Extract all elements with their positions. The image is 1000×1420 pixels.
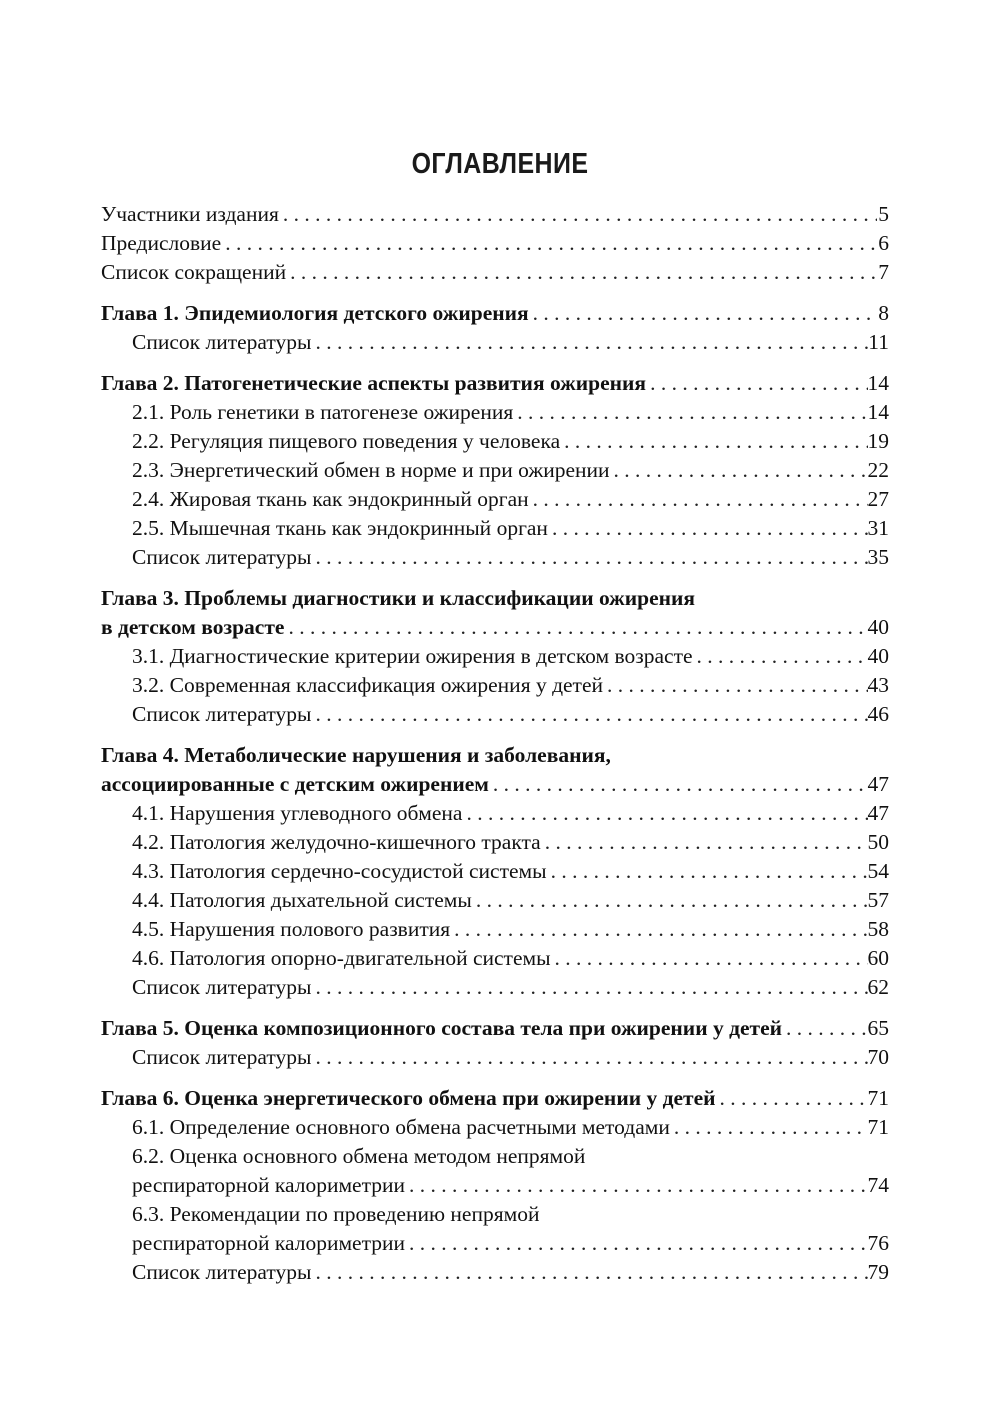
- page-number: 57: [867, 888, 889, 912]
- toc-subentry: Список литературы . . . 62: [101, 973, 889, 1002]
- toc-entry: Участники издания . . . 5: [101, 200, 889, 229]
- page-number: 22: [867, 458, 889, 482]
- toc-subentry: 4.5. Нарушения полового развития . . . 58: [101, 915, 889, 944]
- toc-subentry: 4.2. Патология желудочно-кишечного тракта . . . 50: [101, 828, 889, 857]
- page-number: 19: [867, 429, 889, 453]
- page-number: 76: [867, 1231, 889, 1255]
- page-number: 5: [878, 202, 889, 226]
- toc-subentry: 3.2. Современная классификация ожирения у детей . . . 43: [101, 671, 889, 700]
- toc-subentry: 3.1. Диагностические критерии ожирения в детском возрасте . . . 40: [101, 642, 889, 671]
- page-number: 70: [867, 1045, 889, 1069]
- toc-subentry: Список литературы . . . 79: [101, 1258, 889, 1287]
- toc-subentry-line: 6.2. Оценка основного обмена методом непрямой: [132, 1144, 586, 1168]
- page-number: 54: [867, 859, 889, 883]
- chapter-heading: Глава 1. Эпидемиология детского ожирения . . . 8: [101, 299, 889, 328]
- toc-subentry-line: 6.3. Рекомендации по проведению непрямой: [132, 1202, 540, 1226]
- toc-subentry: 2.1. Роль генетики в патогенезе ожирения . . . 14: [101, 398, 889, 427]
- toc-entry: Список сокращений . . . 7: [101, 258, 889, 287]
- page-number: 60: [867, 946, 889, 970]
- page-number: 43: [867, 673, 889, 697]
- toc-subentry: респираторной калориметрии . . . 74: [101, 1171, 889, 1200]
- page-number: 58: [867, 917, 889, 941]
- toc-subentry: 4.4. Патология дыхательной системы . . . 57: [101, 886, 889, 915]
- chapter-3: [101, 584, 889, 729]
- chapter-heading-line: Глава 3. Проблемы диагностики и классификации ожирения: [101, 586, 696, 610]
- toc-subentry: респираторной калориметрии . . . 76: [101, 1229, 889, 1258]
- page-number: 46: [867, 702, 889, 726]
- toc-entry: Предисловие . . . 6: [101, 229, 889, 258]
- table-of-contents: [101, 200, 889, 1287]
- page-number: 8: [878, 301, 889, 325]
- page-number: 74: [867, 1173, 889, 1197]
- chapter-heading: в детском возрасте . . . 40: [101, 613, 889, 642]
- page-number: 47: [867, 772, 889, 796]
- toc-subentry: 6.1. Определение основного обмена расчетными методами . . . 71: [101, 1113, 889, 1142]
- page-number: 27: [867, 487, 889, 511]
- chapter-1: [101, 299, 889, 357]
- page-number: 40: [867, 644, 889, 668]
- chapter-6: [101, 1084, 889, 1287]
- chapter-heading-line: Глава 4. Метаболические нарушения и заболевания,: [101, 743, 611, 767]
- chapter-heading: Глава 2. Патогенетические аспекты развития ожирения . . . 14: [101, 369, 889, 398]
- page-number: 65: [867, 1016, 889, 1040]
- page-number: 62: [867, 975, 889, 999]
- page-title: ОГЛАВЛЕНИЕ: [411, 148, 589, 180]
- toc-subentry: Список литературы . . . 11: [101, 328, 889, 357]
- page-number: 50: [867, 830, 889, 854]
- toc-subentry: 2.3. Энергетический обмен в норме и при ожирении . . . 22: [101, 456, 889, 485]
- toc-subentry: Список литературы . . . 46: [101, 700, 889, 729]
- page-number: 47: [867, 801, 889, 825]
- toc-subentry: 4.3. Патология сердечно-сосудистой системы . . . 54: [101, 857, 889, 886]
- chapter-heading: ассоциированные с детским ожирением . . . 47: [101, 770, 889, 799]
- toc-subentry: 4.6. Патология опорно-двигательной системы . . . 60: [101, 944, 889, 973]
- page-number: 79: [867, 1260, 889, 1284]
- toc-subentry: 2.4. Жировая ткань как эндокринный орган . . . 27: [101, 485, 889, 514]
- chapter-heading: Глава 6. Оценка энергетического обмена при ожирении у детей . . . 71: [101, 1084, 889, 1113]
- page-number: 11: [868, 330, 889, 354]
- front-matter: [101, 200, 889, 287]
- page-number: 7: [878, 260, 889, 284]
- chapter-heading: Глава 5. Оценка композиционного состава тела при ожирении у детей . . . 65: [101, 1014, 889, 1043]
- toc-subentry: 2.5. Мышечная ткань как эндокринный орган . . . 31: [101, 514, 889, 543]
- page-number: 6: [878, 231, 889, 255]
- toc-subentry: Список литературы . . . 35: [101, 543, 889, 572]
- page-number: 31: [867, 516, 889, 540]
- page-number: 71: [867, 1086, 889, 1110]
- page-number: 40: [867, 615, 889, 639]
- chapter-4: [101, 741, 889, 1002]
- chapter-2: [101, 369, 889, 572]
- page-number: 14: [867, 400, 889, 424]
- page-number: 14: [867, 371, 889, 395]
- chapter-5: [101, 1014, 889, 1072]
- page-number: 71: [867, 1115, 889, 1139]
- toc-subentry: 2.2. Регуляция пищевого поведения у человека . . . 19: [101, 427, 889, 456]
- toc-subentry: 4.1. Нарушения углеводного обмена . . . 47: [101, 799, 889, 828]
- toc-subentry: Список литературы . . . 70: [101, 1043, 889, 1072]
- page-number: 35: [867, 545, 889, 569]
